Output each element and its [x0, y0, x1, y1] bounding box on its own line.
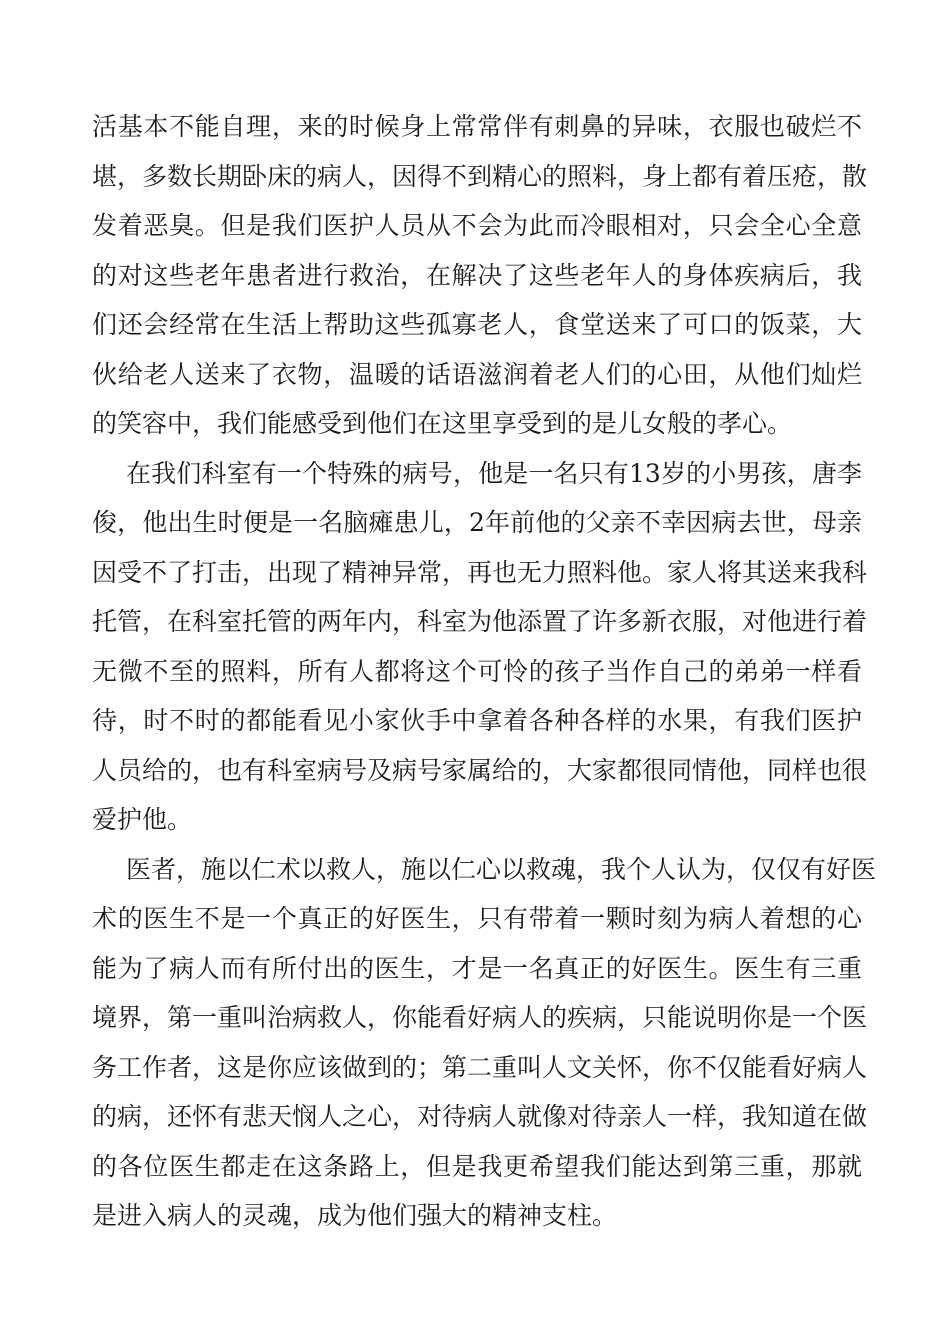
text-line: 的病，还怀有悲天悯人之心，对待病人就像对待亲人一样，我知道在做 [92, 1102, 868, 1131]
text-line: 爱护他。 [92, 805, 193, 834]
text-line: 术的医生不是一个真正的好医生，只有带着一颗时刻为病人着想的心 [92, 904, 862, 933]
text-line: 的对这些老年患者进行救治，在解决了这些老年人的身体疾病后，我 [92, 260, 862, 290]
paragraph-3 [92, 845, 877, 1241]
text-line: 是进入病人的灵魂，成为他们强大的精神支柱。 [92, 1201, 618, 1230]
text-line: 们还会经常在生活上帮助这些孤寡老人，食堂送来了可口的饭菜，大 [92, 310, 862, 339]
text-line: 医者，施以仁术以救人，施以仁心以救魂，我个人认为，仅仅有好医 [126, 854, 877, 884]
text-line: 活基本不能自理，来的时候身上常常伴有刺鼻的异味，衣服也破烂不 [92, 112, 862, 141]
text-line: 能为了病人而有所付出的医生，才是一名真正的好医生。医生有三重 [92, 953, 862, 983]
text-line: 人员给的，也有科室病号及病号家属给的，大家都很同情他，同样也很 [92, 755, 868, 785]
text-line: 无微不至的照料，所有人都将这个可怜的孩子当作自己的弟弟一样看 [92, 656, 862, 686]
text-line: 发着恶臭。但是我们医护人员从不会为此而冷眼相对，只会全心全意 [92, 211, 862, 240]
text-line: 的笑容中，我们能感受到他们在这里享受到的是儿女般的孝心。 [92, 409, 793, 438]
text-line: 务工作者，这是你应该做到的；第二重叫人文关怀，你不仅能看好病人 [92, 1052, 868, 1082]
text-line: 伙给老人送来了衣物，温暖的话语滋润着老人们的心田，从他们灿烂 [92, 359, 862, 389]
text-line: 境界，第一重叫治病救人，你能看好病人的疾病，只能说明你是一个医 [92, 1003, 868, 1032]
text-line: 堪，多数长期卧床的病人，因得不到精心的照料，身上都有着压疮，散 [92, 161, 868, 191]
paragraph-2 [92, 449, 868, 845]
text-line: 俊，他出生时便是一名脑瘫患儿，2年前他的父亲不幸因病去世，母亲 [92, 508, 862, 537]
text-line: 的各位医生都走在这条路上，但是我更希望我们能达到第三重，那就 [92, 1151, 862, 1181]
text-line: 因受不了打击，出现了精神异常，再也无力照料他。家人将其送来我科 [92, 557, 868, 587]
paragraph-1 [92, 102, 868, 449]
text-line: 在我们科室有一个特殊的病号，他是一名只有13岁的小男孩，唐李 [126, 458, 862, 488]
text-line: 托管，在科室托管的两年内，科室为他添置了许多新衣服，对他进行着 [92, 607, 868, 636]
text-line: 待，时不时的都能看见小家伙手中拿着各种各样的水果，有我们医护 [92, 706, 862, 735]
body-text [92, 102, 877, 1241]
